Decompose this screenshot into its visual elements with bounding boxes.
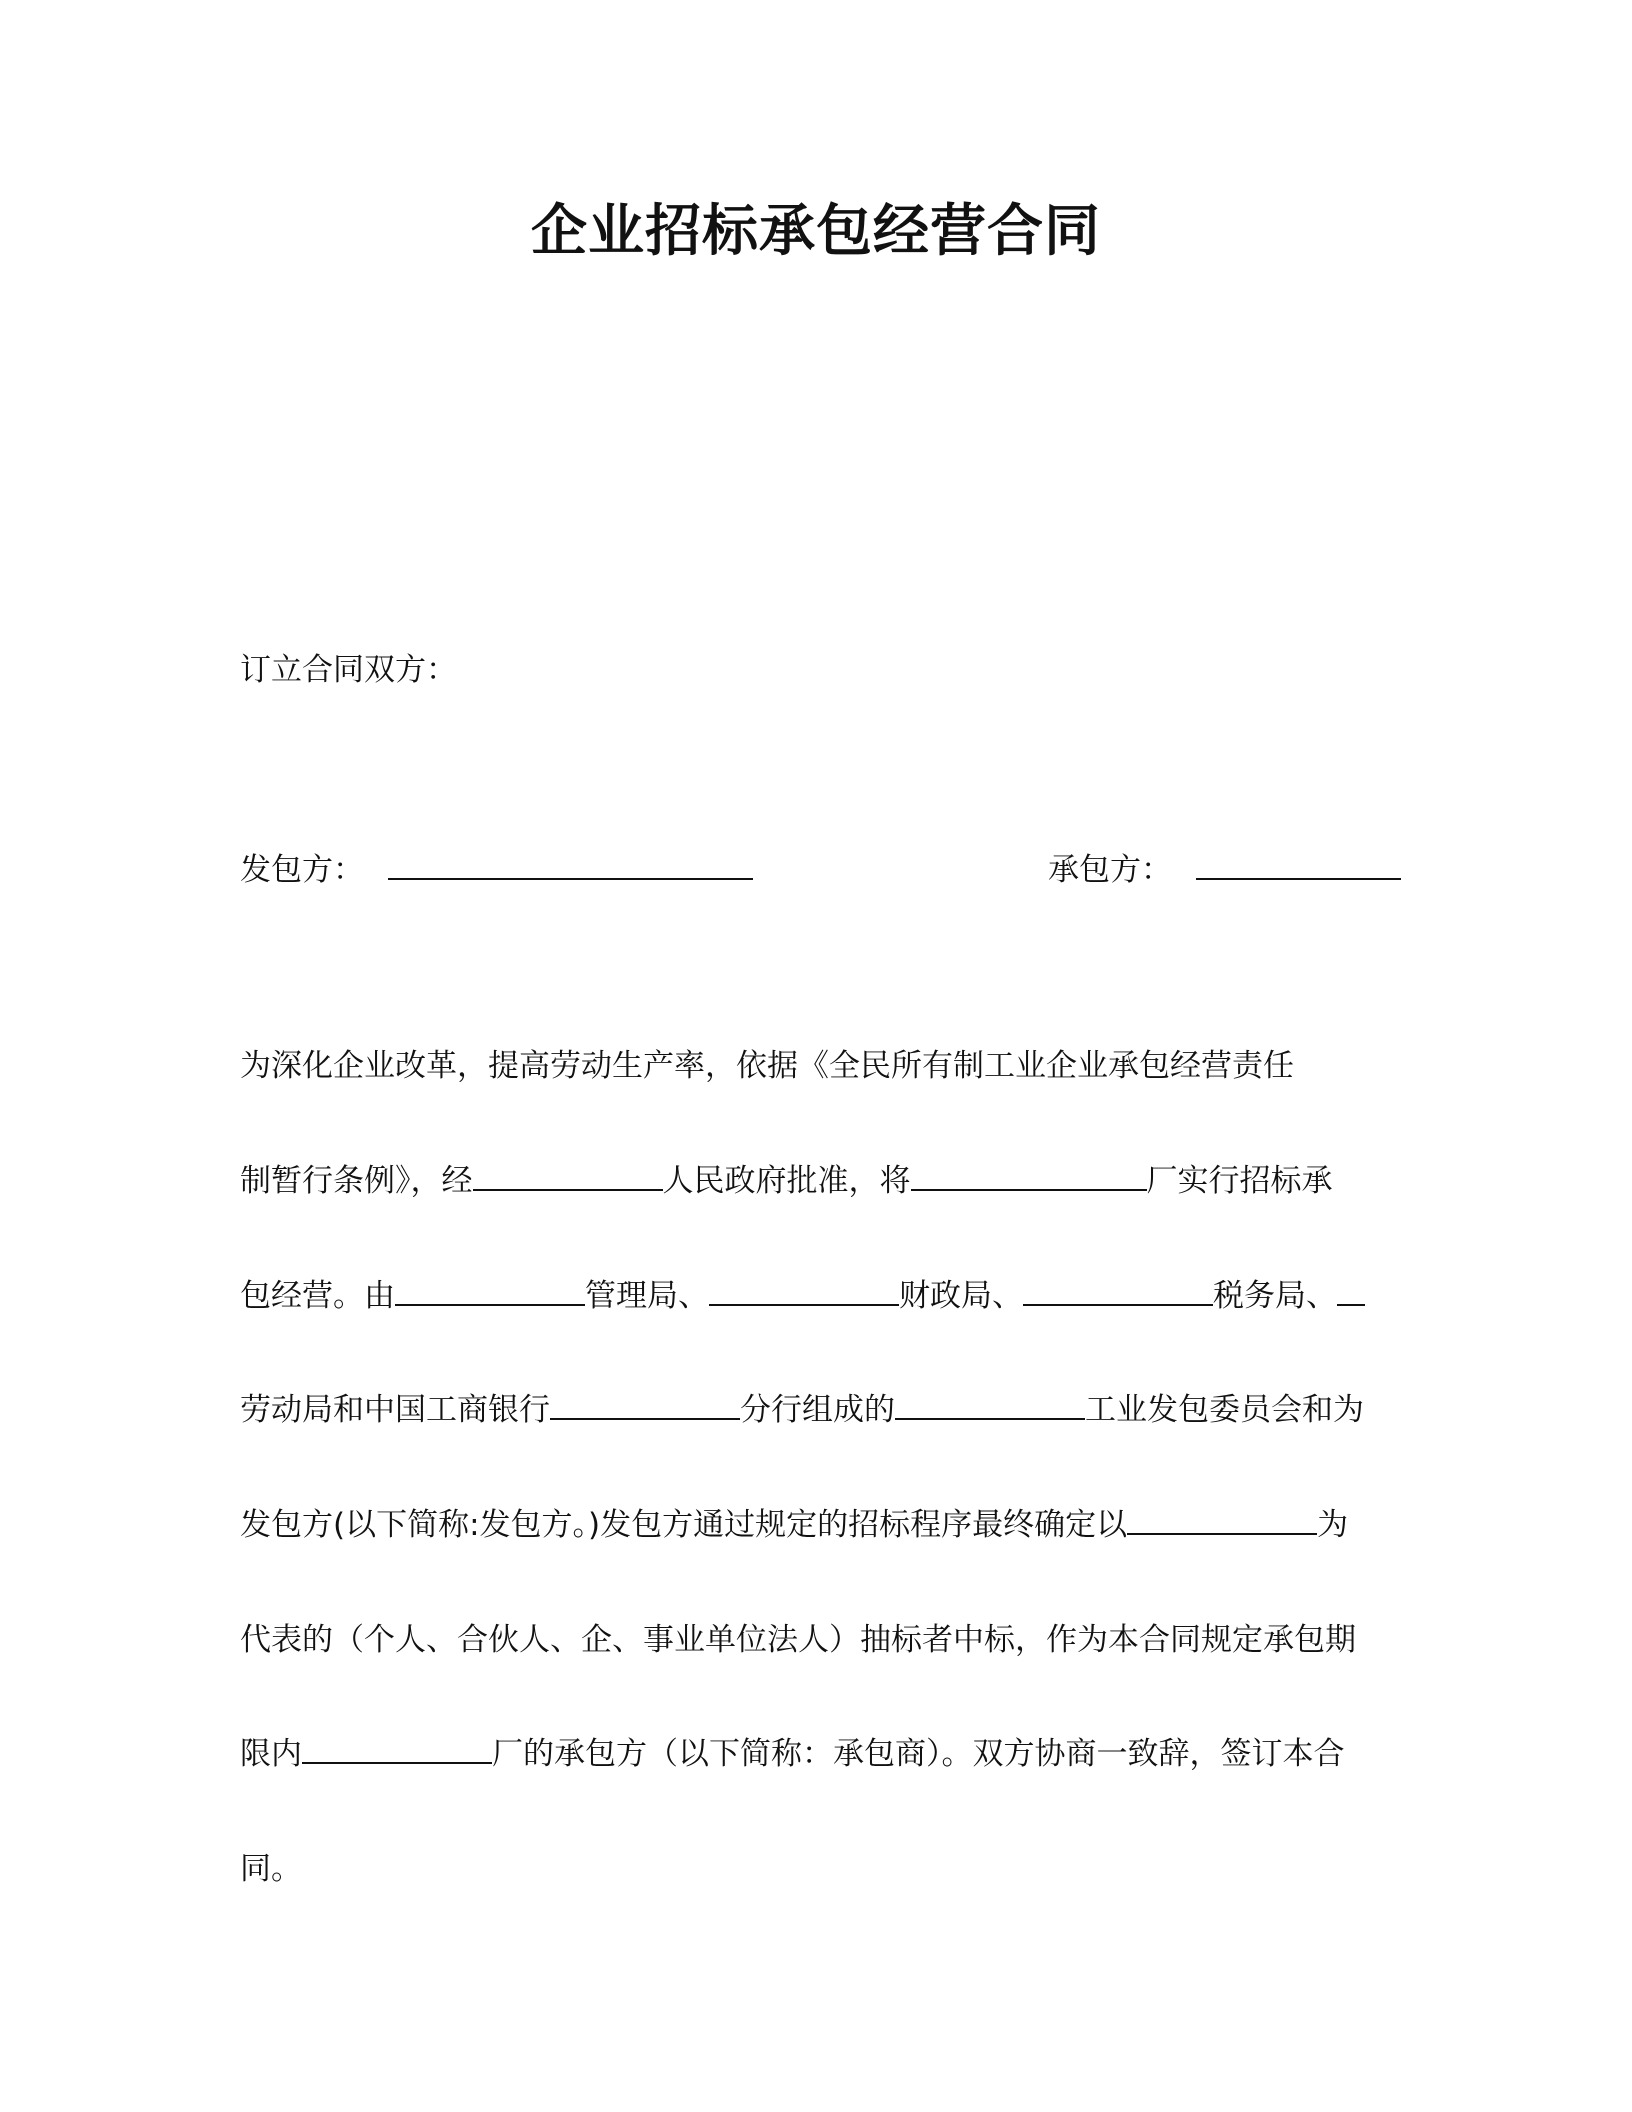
paragraph-line-5: [240, 1503, 1380, 1547]
paragraph-line-1: 为深化企业改革，提高劳动生产率，依据《全民所有制工业企业承包经营责任: [240, 1048, 1294, 1084]
text-segment: 为: [1317, 1507, 1349, 1543]
text-segment: 税务局、: [1213, 1278, 1337, 1314]
paragraph-line-7: [240, 1732, 1380, 1776]
factory-blank: [911, 1159, 1147, 1191]
text-segment: 包经营。由: [240, 1278, 395, 1314]
contract-factory-blank: [302, 1732, 492, 1764]
paragraph-line-8: 同。: [240, 1851, 302, 1887]
paragraph-line-3: [240, 1274, 1380, 1318]
text-segment: 管理局、: [585, 1278, 709, 1314]
text-segment: 工业发包委员会和为: [1085, 1392, 1364, 1428]
employer-label: 发包方：: [240, 852, 364, 888]
bank-branch-blank: [550, 1388, 740, 1420]
text-segment: 发包方(以下简称:发包方。)发包方通过规定的招标程序最终确定以: [240, 1507, 1128, 1543]
committee-blank: [895, 1388, 1085, 1420]
contractor-line: [1048, 848, 1401, 892]
text-segment: 分行组成的: [740, 1392, 895, 1428]
contractor-blank: [1196, 848, 1401, 880]
contractor-label: 承包方：: [1048, 852, 1172, 888]
paragraph-line-6: 代表的（个人、合伙人、企、事业单位法人）抽标者中标，作为本合同规定承包期: [240, 1622, 1356, 1658]
text-segment: 劳动局和中国工商银行: [240, 1392, 550, 1428]
text-segment: 厂实行招标承: [1146, 1163, 1333, 1199]
text-segment: 厂的承包方（以下简称：承包商）。双方协商一致辞，签订本合: [492, 1736, 1345, 1772]
text-segment: 人民政府批准，将: [662, 1163, 911, 1199]
govt-blank: [473, 1159, 663, 1191]
text-segment: 制暂行条例》，经: [240, 1163, 473, 1199]
labor-bureau-blank: [1337, 1274, 1365, 1306]
admin-bureau-blank: [395, 1274, 585, 1306]
paragraph-line-4: [240, 1388, 1380, 1432]
parties-heading: 订立合同双方：: [240, 652, 457, 688]
document-title: 企业招标承包经营合同: [531, 199, 1101, 264]
paragraph-line-2: [240, 1159, 1380, 1203]
finance-bureau-blank: [709, 1274, 899, 1306]
text-segment: 财政局、: [899, 1278, 1023, 1314]
representative-blank: [1127, 1503, 1317, 1535]
employer-blank: [388, 848, 753, 880]
tax-bureau-blank: [1023, 1274, 1213, 1306]
text-segment: 限内: [240, 1736, 302, 1772]
